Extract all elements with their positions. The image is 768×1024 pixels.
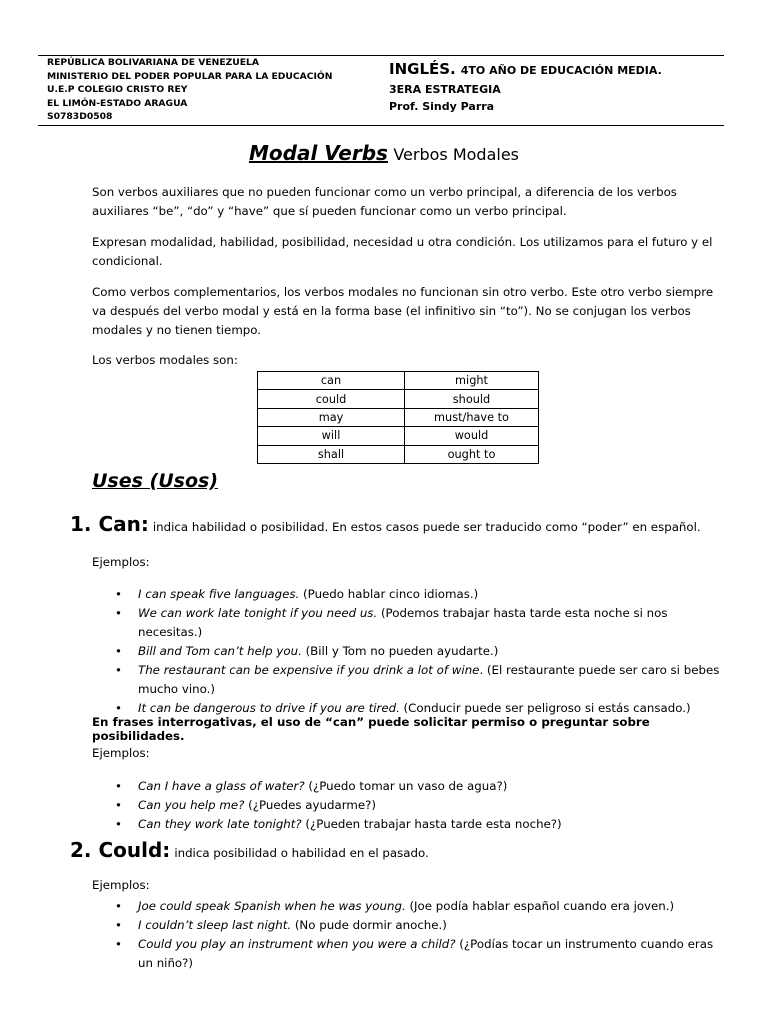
example-english: Could you play an instrument when you were a child? <box>138 937 456 951</box>
example-spanish: (¿Podías tocar un instrumento cuando eras un niño?) <box>138 937 714 970</box>
examples-label: Ejemplos: <box>92 555 150 569</box>
interrogative-note: En frases interrogativas, el uso de “can” puede solicitar permiso o preguntar sobre posibilidades. <box>92 715 650 743</box>
institution-block <box>47 56 332 124</box>
example-english: Can you help me? <box>138 798 245 812</box>
could-description: indica posibilidad o habilidad en el pasado. <box>174 846 429 860</box>
list-item <box>115 642 720 661</box>
modal-verbs-table <box>257 371 539 464</box>
table-cell: may <box>258 408 405 426</box>
could-section-heading <box>70 838 429 862</box>
table-cell: will <box>258 427 405 445</box>
paragraph: Como verbos complementarios, los verbos modales no funcionan sin otro verbo. Este otro verbo siempre va después del verbo modal y está en la forma base (el infinitivo sin “to”). No se conjugan los verbos modales y no tienen tiempo. <box>92 285 714 337</box>
table-row <box>258 408 539 426</box>
example-spanish: (Conducir puede ser peligroso si estás cansado.) <box>399 701 691 715</box>
example-english: Bill and Tom can’t help you. <box>138 644 302 658</box>
teacher: Prof. Sindy Parra <box>389 100 495 113</box>
example-spanish: (Puedo hablar cinco idiomas.) <box>299 587 479 601</box>
example-english: It can be dangerous to drive if you are tired. <box>138 701 400 715</box>
could-label: 2. Could: <box>70 838 171 862</box>
institution-line: U.E.P COLEGIO CRISTO REY <box>47 84 188 95</box>
table-cell: should <box>405 390 539 408</box>
list-item <box>115 604 720 642</box>
strategy: 3ERA ESTRATEGIA <box>389 83 501 96</box>
table-row <box>258 390 539 408</box>
table-cell: might <box>405 372 539 390</box>
example-spanish: (Podemos trabajar hasta tarde esta noche si nos necesitas.) <box>138 606 668 639</box>
paragraph: Los verbos modales son: <box>92 353 238 367</box>
list-item <box>115 777 720 796</box>
example-spanish: (¿Puedes ayudarme?) <box>244 798 376 812</box>
example-spanish: (¿Puedo tomar un vaso de agua?) <box>304 779 508 793</box>
list-item <box>115 935 720 973</box>
could-examples-list <box>115 897 720 973</box>
can-examples-list <box>115 585 720 718</box>
table-row <box>258 427 539 445</box>
list-item <box>115 585 720 604</box>
example-english: Joe could speak Spanish when he was young. <box>138 899 406 913</box>
can-label: 1. Can: <box>70 512 149 536</box>
can-questions-list <box>115 777 720 834</box>
example-english: The restaurant can be expensive if you drink a lot of wine <box>138 663 480 677</box>
table-row <box>258 445 539 463</box>
institution-line: MINISTERIO DEL PODER POPULAR PARA LA EDUCACIÓN <box>47 70 333 82</box>
table-cell: would <box>405 427 539 445</box>
uses-heading: Uses (Usos) <box>92 470 219 492</box>
paragraph: Son verbos auxiliares que no pueden funcionar como un verbo principal, a diferencia de los verbos auxiliares “be”, “do” y “have” que sí pueden funcionar como un verbo principal. <box>92 185 677 218</box>
example-english: I couldn’t sleep last night. <box>138 918 292 932</box>
institution-line: S0783D0508 <box>47 111 113 122</box>
example-spanish: (¿Pueden trabajar hasta tarde esta noche?) <box>301 817 562 831</box>
table-row <box>258 372 539 390</box>
table-cell: could <box>258 390 405 408</box>
list-item <box>115 796 720 815</box>
example-spanish: (Joe podía hablar español cuando era joven.) <box>405 899 675 913</box>
paragraph: Expresan modalidad, habilidad, posibilidad, necesidad u otra condición. Los utilizamos para el futuro y el condicional. <box>92 235 713 268</box>
list-item <box>115 916 720 935</box>
examples-label: Ejemplos: <box>92 746 150 760</box>
list-item <box>115 815 720 834</box>
institution-line: REPÚBLICA BOLIVARIANA DE VENEZUELA <box>47 57 259 68</box>
subject: INGLÉS. <box>389 60 456 78</box>
examples-label: Ejemplos: <box>92 878 150 892</box>
title-main: Modal Verbs <box>248 141 388 165</box>
title-sub: Verbos Modales <box>393 145 520 164</box>
example-spanish: . (El restaurante puede ser caro si bebes mucho vino.) <box>138 663 720 696</box>
list-item <box>115 897 720 916</box>
example-english: Can they work late tonight? <box>138 817 302 831</box>
can-description: indica habilidad o posibilidad. En estos casos puede ser traducido como “poder” en español. <box>152 520 701 534</box>
table-cell: shall <box>258 445 405 463</box>
table-cell: ought to <box>405 445 539 463</box>
list-item <box>115 661 720 699</box>
page-title <box>0 141 768 165</box>
institution-line: EL LIMÓN-ESTADO ARAGUA <box>47 97 188 109</box>
example-spanish: (No pude dormir anoche.) <box>291 918 447 932</box>
example-spanish: (Bill y Tom no pueden ayudarte.) <box>301 644 499 658</box>
header-bottom-rule <box>38 125 724 126</box>
example-english: We can work late tonight if you need us. <box>138 606 378 620</box>
example-english: I can speak five languages. <box>138 587 300 601</box>
example-english: Can I have a glass of water? <box>138 779 305 793</box>
table-cell: can <box>258 372 405 390</box>
table-cell: must/have to <box>405 408 539 426</box>
can-section-heading <box>70 512 701 536</box>
course-block <box>389 59 662 115</box>
grade: 4TO AÑO DE EDUCACIÓN MEDIA. <box>460 64 662 77</box>
